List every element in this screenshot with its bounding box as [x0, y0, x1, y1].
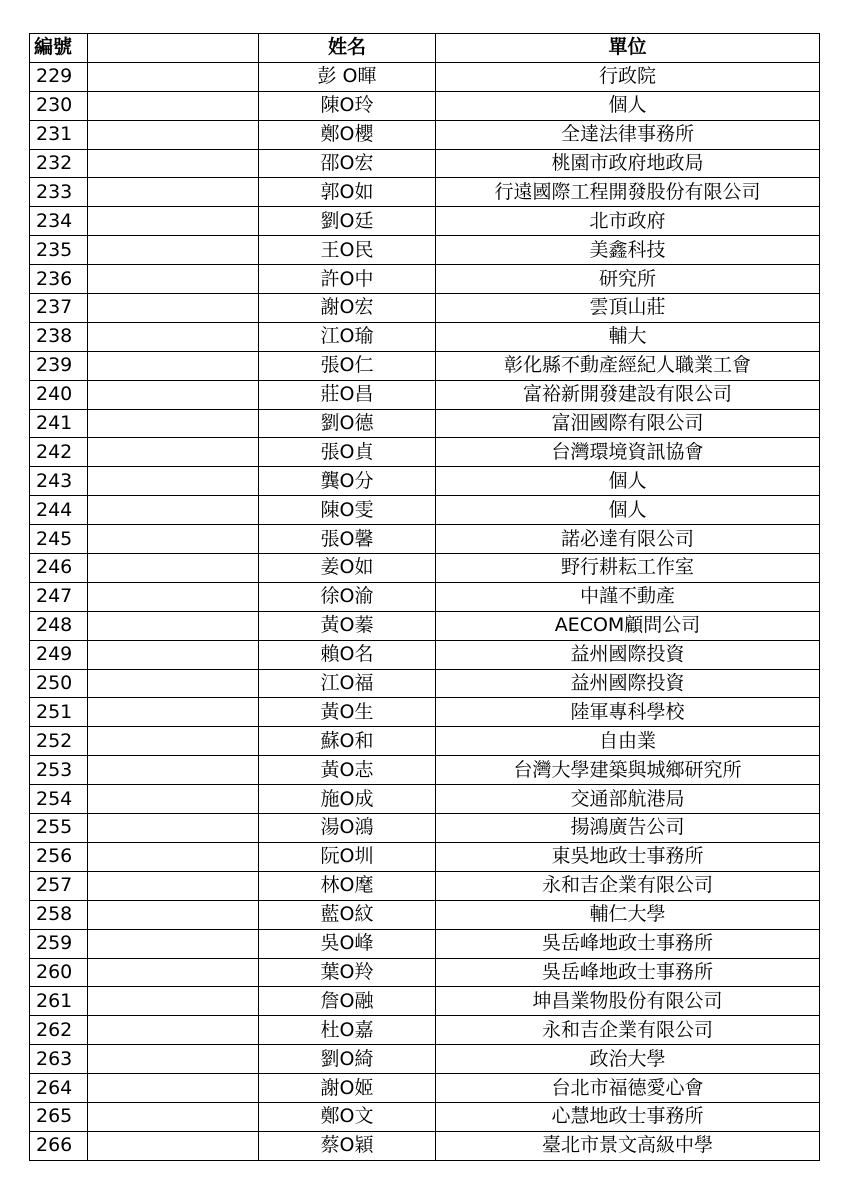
table-row: [30, 987, 820, 1016]
row-number: 264: [30, 1074, 88, 1103]
table-row: [30, 698, 820, 727]
table-row: [30, 1045, 820, 1074]
row-name: 黃O志: [259, 756, 436, 785]
row-blank-cell: [88, 929, 259, 958]
header-number: 編號: [30, 34, 88, 63]
row-unit: 富裕新開發建設有限公司: [436, 380, 820, 409]
row-unit: 吳岳峰地政士事務所: [436, 929, 820, 958]
row-number: 251: [30, 698, 88, 727]
row-number: 229: [30, 62, 88, 91]
row-name: 謝O姬: [259, 1074, 436, 1103]
row-number: 265: [30, 1102, 88, 1131]
row-number: 246: [30, 554, 88, 583]
table-row: [30, 149, 820, 178]
row-blank-cell: [88, 294, 259, 323]
row-blank-cell: [88, 871, 259, 900]
row-name: 徐O渝: [259, 582, 436, 611]
row-name: 蔡O穎: [259, 1131, 436, 1160]
row-number: 259: [30, 929, 88, 958]
row-unit: 彰化縣不動產經紀人職業工會: [436, 351, 820, 380]
row-name: 湯O鴻: [259, 814, 436, 843]
row-number: 263: [30, 1045, 88, 1074]
row-name: 姜O如: [259, 554, 436, 583]
row-number: 230: [30, 91, 88, 120]
header-unit: 單位: [436, 34, 820, 63]
row-unit: 益州國際投資: [436, 640, 820, 669]
row-blank-cell: [88, 207, 259, 236]
row-number: 256: [30, 842, 88, 871]
row-unit: 中謹不動產: [436, 582, 820, 611]
table-row: [30, 871, 820, 900]
row-name: 吳O峰: [259, 929, 436, 958]
table-row: [30, 929, 820, 958]
row-unit: 心慧地政士事務所: [436, 1102, 820, 1131]
table-row: [30, 640, 820, 669]
header-name: 姓名: [259, 34, 436, 63]
table-row: [30, 438, 820, 467]
header-blank: [88, 34, 259, 63]
row-unit: 交通部航港局: [436, 785, 820, 814]
row-blank-cell: [88, 496, 259, 525]
row-number: 245: [30, 525, 88, 554]
row-blank-cell: [88, 900, 259, 929]
row-number: 236: [30, 265, 88, 294]
row-number: 241: [30, 409, 88, 438]
row-number: 242: [30, 438, 88, 467]
row-unit: 東吳地政士事務所: [436, 842, 820, 871]
row-blank-cell: [88, 351, 259, 380]
table-row: [30, 958, 820, 987]
table-row: [30, 814, 820, 843]
header-row: [30, 34, 820, 63]
row-number: 253: [30, 756, 88, 785]
row-unit: 台北市福德愛心會: [436, 1074, 820, 1103]
row-name: 陳O雯: [259, 496, 436, 525]
row-name: 賴O名: [259, 640, 436, 669]
row-number: 255: [30, 814, 88, 843]
row-name: 許O中: [259, 265, 436, 294]
table-row: [30, 207, 820, 236]
row-number: 238: [30, 322, 88, 351]
row-name: 阮O圳: [259, 842, 436, 871]
row-number: 248: [30, 611, 88, 640]
row-name: 詹O融: [259, 987, 436, 1016]
row-unit: 個人: [436, 496, 820, 525]
row-blank-cell: [88, 727, 259, 756]
row-blank-cell: [88, 814, 259, 843]
row-unit: 輔大: [436, 322, 820, 351]
table-row: [30, 727, 820, 756]
row-blank-cell: [88, 582, 259, 611]
row-unit: 野行耕耘工作室: [436, 554, 820, 583]
table-row: [30, 467, 820, 496]
row-blank-cell: [88, 438, 259, 467]
row-blank-cell: [88, 958, 259, 987]
row-number: 266: [30, 1131, 88, 1160]
row-name: 藍O紋: [259, 900, 436, 929]
table-row: [30, 409, 820, 438]
table-row: [30, 322, 820, 351]
row-blank-cell: [88, 525, 259, 554]
row-unit: 揚鴻廣告公司: [436, 814, 820, 843]
row-unit: 永和吉企業有限公司: [436, 1016, 820, 1045]
table-row: [30, 611, 820, 640]
row-name: 江O福: [259, 669, 436, 698]
row-name: 王O民: [259, 236, 436, 265]
row-blank-cell: [88, 554, 259, 583]
row-unit: 輔仁大學: [436, 900, 820, 929]
row-blank-cell: [88, 62, 259, 91]
row-blank-cell: [88, 149, 259, 178]
table-row: [30, 1016, 820, 1045]
row-blank-cell: [88, 756, 259, 785]
row-unit: 自由業: [436, 727, 820, 756]
table-row: [30, 236, 820, 265]
table-row: [30, 900, 820, 929]
row-blank-cell: [88, 265, 259, 294]
row-blank-cell: [88, 785, 259, 814]
table-row: [30, 294, 820, 323]
row-name: 黃O蓁: [259, 611, 436, 640]
row-blank-cell: [88, 611, 259, 640]
row-number: 232: [30, 149, 88, 178]
table-row: [30, 1102, 820, 1131]
row-name: 邵O宏: [259, 149, 436, 178]
row-name: 葉O羚: [259, 958, 436, 987]
row-number: 261: [30, 987, 88, 1016]
row-number: 250: [30, 669, 88, 698]
row-number: 231: [30, 120, 88, 149]
row-unit: 行遠國際工程開發股份有限公司: [436, 178, 820, 207]
row-unit: AECOM顧問公司: [436, 611, 820, 640]
row-blank-cell: [88, 698, 259, 727]
row-blank-cell: [88, 1074, 259, 1103]
table-row: [30, 120, 820, 149]
table-row: [30, 91, 820, 120]
row-name: 劉O廷: [259, 207, 436, 236]
table-row: [30, 554, 820, 583]
table-row: [30, 1074, 820, 1103]
row-number: 260: [30, 958, 88, 987]
row-name: 江O瑜: [259, 322, 436, 351]
row-number: 262: [30, 1016, 88, 1045]
row-number: 257: [30, 871, 88, 900]
row-name: 劉O綺: [259, 1045, 436, 1074]
row-unit: 諾必達有限公司: [436, 525, 820, 554]
row-unit: 研究所: [436, 265, 820, 294]
row-number: 240: [30, 380, 88, 409]
row-number: 233: [30, 178, 88, 207]
row-name: 彭 O暉: [259, 62, 436, 91]
row-blank-cell: [88, 1102, 259, 1131]
table-row: [30, 62, 820, 91]
row-unit: 益州國際投資: [436, 669, 820, 698]
row-blank-cell: [88, 120, 259, 149]
row-number: 249: [30, 640, 88, 669]
table-row: [30, 380, 820, 409]
row-blank-cell: [88, 1045, 259, 1074]
row-unit: 台灣環境資訊協會: [436, 438, 820, 467]
row-name: 張O馨: [259, 525, 436, 554]
row-number: 234: [30, 207, 88, 236]
roster-table: [29, 33, 820, 1161]
row-blank-cell: [88, 1016, 259, 1045]
table-row: [30, 785, 820, 814]
row-number: 235: [30, 236, 88, 265]
row-blank-cell: [88, 987, 259, 1016]
row-blank-cell: [88, 380, 259, 409]
row-name: 施O成: [259, 785, 436, 814]
row-unit: 北市政府: [436, 207, 820, 236]
row-name: 蘇O和: [259, 727, 436, 756]
roster-body: [30, 62, 820, 1160]
row-blank-cell: [88, 842, 259, 871]
row-unit: 個人: [436, 91, 820, 120]
row-blank-cell: [88, 236, 259, 265]
row-unit: 全達法律事務所: [436, 120, 820, 149]
row-blank-cell: [88, 640, 259, 669]
row-blank-cell: [88, 409, 259, 438]
table-row: [30, 351, 820, 380]
row-unit: 永和吉企業有限公司: [436, 871, 820, 900]
row-number: 258: [30, 900, 88, 929]
row-unit: 坤昌業物股份有限公司: [436, 987, 820, 1016]
row-unit: 桃園市政府地政局: [436, 149, 820, 178]
row-unit: 陸軍專科學校: [436, 698, 820, 727]
row-blank-cell: [88, 1131, 259, 1160]
table-row: [30, 496, 820, 525]
row-number: 252: [30, 727, 88, 756]
row-name: 杜O嘉: [259, 1016, 436, 1045]
row-unit: 吳岳峰地政士事務所: [436, 958, 820, 987]
row-name: 黃O生: [259, 698, 436, 727]
row-blank-cell: [88, 322, 259, 351]
table-row: [30, 178, 820, 207]
row-number: 244: [30, 496, 88, 525]
table-row: [30, 265, 820, 294]
row-name: 鄭O文: [259, 1102, 436, 1131]
row-unit: 富沺國際有限公司: [436, 409, 820, 438]
row-name: 張O仁: [259, 351, 436, 380]
row-name: 陳O玲: [259, 91, 436, 120]
row-unit: 政治大學: [436, 1045, 820, 1074]
table-row: [30, 1131, 820, 1160]
table-row: [30, 582, 820, 611]
row-unit: 行政院: [436, 62, 820, 91]
row-unit: 美鑫科技: [436, 236, 820, 265]
row-unit: 台灣大學建築與城鄉研究所: [436, 756, 820, 785]
table-row: [30, 669, 820, 698]
row-name: 郭O如: [259, 178, 436, 207]
table-row: [30, 525, 820, 554]
row-number: 239: [30, 351, 88, 380]
row-number: 237: [30, 294, 88, 323]
row-name: 劉O德: [259, 409, 436, 438]
row-number: 254: [30, 785, 88, 814]
row-name: 張O貞: [259, 438, 436, 467]
row-unit: 個人: [436, 467, 820, 496]
row-blank-cell: [88, 91, 259, 120]
row-unit: 臺北市景文高級中學: [436, 1131, 820, 1160]
row-name: 謝O宏: [259, 294, 436, 323]
row-number: 247: [30, 582, 88, 611]
row-blank-cell: [88, 178, 259, 207]
table-row: [30, 756, 820, 785]
row-number: 243: [30, 467, 88, 496]
row-name: 鄭O櫻: [259, 120, 436, 149]
row-name: 龔O分: [259, 467, 436, 496]
table-row: [30, 842, 820, 871]
row-name: 莊O昌: [259, 380, 436, 409]
row-blank-cell: [88, 669, 259, 698]
row-blank-cell: [88, 467, 259, 496]
row-name: 林O麾: [259, 871, 436, 900]
row-unit: 雲頂山莊: [436, 294, 820, 323]
